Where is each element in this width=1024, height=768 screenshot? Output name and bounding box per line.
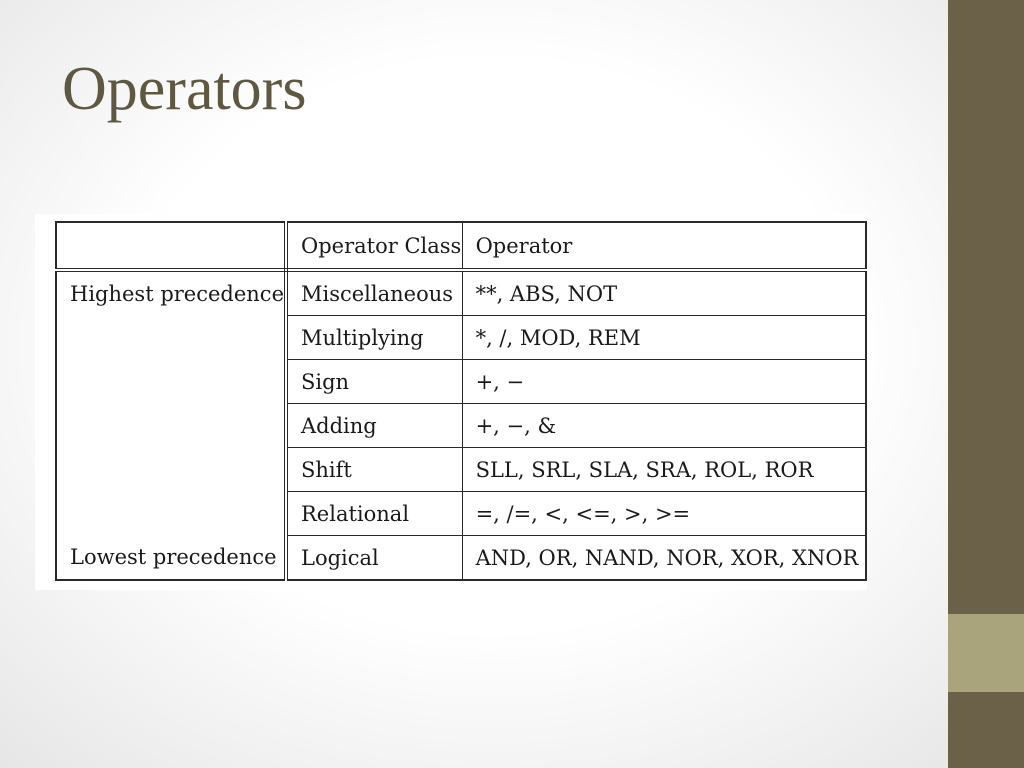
- table-row: [56, 492, 866, 536]
- operators-cell: +, −: [462, 360, 866, 404]
- operators-cell: +, −, &: [462, 404, 866, 448]
- precedence-label: [56, 448, 286, 492]
- operators-cell: SLL, SRL, SLA, SRA, ROL, ROR: [462, 448, 866, 492]
- operator-class-cell: Relational: [286, 492, 462, 536]
- header-operator-class: Operator Class: [286, 222, 462, 270]
- operator-precedence-table: [55, 221, 867, 581]
- slide-title: Operators: [62, 55, 307, 123]
- table-row: [56, 270, 866, 316]
- operator-class-cell: Shift: [286, 448, 462, 492]
- table-row: [56, 536, 866, 581]
- precedence-label: Highest precedence: [56, 270, 286, 316]
- header-precedence-cell: [56, 222, 286, 270]
- operator-class-cell: Multiplying: [286, 316, 462, 360]
- table-row: [56, 360, 866, 404]
- precedence-label: [56, 492, 286, 536]
- table-row: [56, 448, 866, 492]
- decorative-sidebar-accent: [948, 614, 1024, 692]
- operator-class-cell: Miscellaneous: [286, 270, 462, 316]
- operator-precedence-table-image: [35, 214, 867, 590]
- operators-cell: *, /, MOD, REM: [462, 316, 866, 360]
- precedence-label: [56, 404, 286, 448]
- table-row: [56, 316, 866, 360]
- header-operator: Operator: [462, 222, 866, 270]
- operators-cell: =, /=, <, <=, >, >=: [462, 492, 866, 536]
- table-header-row: [56, 222, 866, 270]
- table-row: [56, 404, 866, 448]
- precedence-label: [56, 360, 286, 404]
- operator-class-cell: Logical: [286, 536, 462, 581]
- precedence-label: Lowest precedence: [56, 536, 286, 581]
- operators-cell: **, ABS, NOT: [462, 270, 866, 316]
- operator-class-cell: Sign: [286, 360, 462, 404]
- precedence-label: [56, 316, 286, 360]
- operators-cell: AND, OR, NAND, NOR, XOR, XNOR: [462, 536, 866, 581]
- operator-class-cell: Adding: [286, 404, 462, 448]
